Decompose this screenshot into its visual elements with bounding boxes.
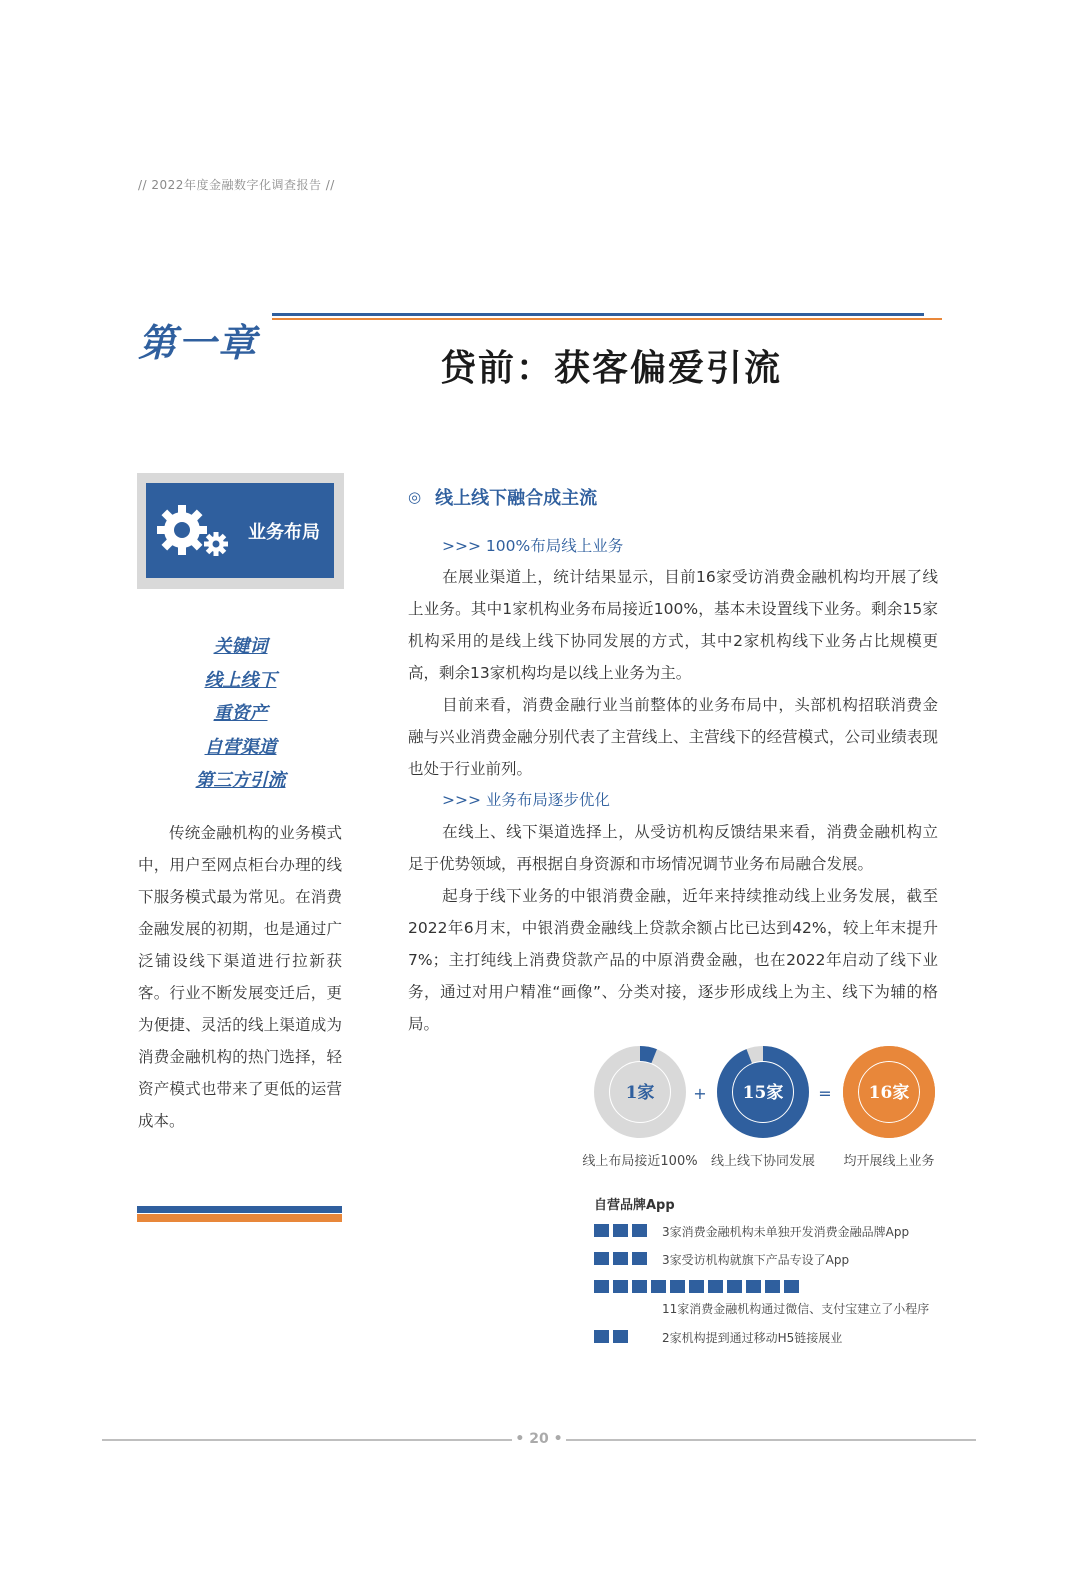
- count-square: [632, 1252, 647, 1265]
- app-stat-text: 11家消费金融机构通过微信、支付宝建立了小程序: [662, 1302, 930, 1316]
- count-square: [613, 1224, 628, 1237]
- count-square: [613, 1330, 628, 1343]
- donut-value-label: 15家: [742, 1083, 784, 1103]
- donut-caption: 线上线下协同发展: [710, 1154, 815, 1169]
- app-stat-text: 2家机构提到通过移动H5链接展业: [662, 1331, 843, 1345]
- app-stat-text: 3家受访机构就旗下产品专设了App: [662, 1253, 850, 1267]
- gears-icon: [154, 496, 234, 566]
- sidebar-intro-text: 传统金融机构的业务模式中，用户至网点柜台办理的线下服务模式最为常见。在消费金融发展的初期，也是通过广泛铺设线下渠道进行拉新获客。行业不断发展变迁后，更为便捷、灵活的线上渠道成为消费金融机构的热门选择，轻资产模式也带来了更低的运营成本。: [138, 824, 342, 1130]
- donut-value-label: 1家: [625, 1083, 655, 1103]
- subheading-online-layout: >>> 100%布局线上业务: [442, 537, 624, 555]
- subheading-layout-optimization: >>> 业务布局逐步优化: [442, 791, 610, 809]
- count-square: [670, 1280, 685, 1293]
- count-square: [784, 1280, 799, 1293]
- sidebar-topic-label: 业务布局: [248, 521, 320, 543]
- chapter-divider-orange: [272, 318, 942, 320]
- report-header-label: // 2022年度金融数字化调查报告 //: [138, 178, 335, 192]
- count-square: [594, 1224, 609, 1237]
- keyword-heading: 关键词: [213, 636, 268, 657]
- count-square: [632, 1224, 647, 1237]
- footer-divider-left: [102, 1439, 512, 1441]
- paragraph: 起身于线下业务的中银消费金融，近年来持续推动线上业务发展，截至2022年6月末，中银消费金融线上贷款余额占比已达到42%，较上年末提升7%；主打纯线上消费贷款产品的中原消费金融，也在2022年启动了线下业务，通过对用户精准“画像”、分类对接，逐步形成线上为主、线下为辅的格局。: [408, 887, 938, 1033]
- equals-sign: =: [818, 1084, 832, 1103]
- app-stat-squares: [594, 1224, 647, 1237]
- section-bullet-icon: ◎: [408, 488, 422, 506]
- count-square: [746, 1280, 761, 1293]
- count-square: [613, 1280, 628, 1293]
- keyword-item: 线上线下: [204, 669, 277, 691]
- donut-caption: 均开展线上业务: [843, 1154, 935, 1169]
- chapter-number: 第一章: [138, 321, 259, 365]
- count-square: [765, 1280, 780, 1293]
- donut-chart-2: [725, 1054, 802, 1131]
- app-stat-squares: [594, 1252, 647, 1265]
- count-square: [708, 1280, 723, 1293]
- app-stats-title: 自营品牌App: [594, 1198, 675, 1213]
- app-stat-text: 3家消费金融机构未单独开发消费金融品牌App: [662, 1225, 910, 1239]
- keyword-item: 自营渠道: [204, 736, 277, 758]
- count-square: [727, 1280, 742, 1293]
- keyword-item: 第三方引流: [195, 770, 286, 791]
- sidebar-topic-box: [146, 483, 334, 578]
- footer-divider-right: [566, 1439, 976, 1441]
- chapter-title: 贷前：获客偏爱引流: [440, 347, 783, 389]
- sidebar-bottom-bar-blue: [137, 1206, 342, 1213]
- app-stat-squares: [594, 1280, 799, 1293]
- donut-caption: 线上布局接近100%: [582, 1154, 698, 1169]
- keyword-item: 重资产: [213, 703, 268, 724]
- count-square: [594, 1252, 609, 1265]
- page-number: • 20 •: [515, 1431, 563, 1447]
- paragraph: 在线上、线下渠道选择上，从受访机构反馈结果来看，消费金融机构立足于优势领域，再根据自身资源和市场情况调节业务布局融合发展。: [408, 823, 938, 873]
- count-square: [651, 1280, 666, 1293]
- keyword-list: [137, 630, 344, 798]
- count-square: [689, 1280, 704, 1293]
- count-square: [632, 1280, 647, 1293]
- section-heading: [408, 484, 597, 510]
- app-stat-squares: [594, 1330, 628, 1343]
- count-square: [594, 1280, 609, 1293]
- donut-value-label: 16家: [868, 1083, 910, 1103]
- sidebar-bottom-bar-orange: [137, 1214, 342, 1222]
- paragraph: 目前来看，消费金融行业当前整体的业务布局中，头部机构招联消费金融与兴业消费金融分别代表了主营线上、主营线下的经营模式，公司业绩表现也处于行业前列。: [408, 696, 938, 778]
- donut-chart-1: [602, 1054, 679, 1131]
- count-square: [613, 1252, 628, 1265]
- section-title: 线上线下融合成主流: [435, 488, 598, 509]
- donut-infographic: [580, 1040, 950, 1150]
- chapter-divider-blue: [272, 313, 924, 316]
- paragraph: 在展业渠道上，统计结果显示，目前16家受访消费金融机构均开展了线上业务。其中1家机构业务布局接近100%，基本未设置线下业务。剩余15家机构采用的是线上线下协同发展的方式，其中2家机构线下业务占比规模更高，剩余13家机构均是以线上业务为主。: [408, 568, 938, 682]
- donut-chart-3: [851, 1054, 928, 1131]
- count-square: [594, 1330, 609, 1343]
- plus-sign: +: [693, 1084, 707, 1103]
